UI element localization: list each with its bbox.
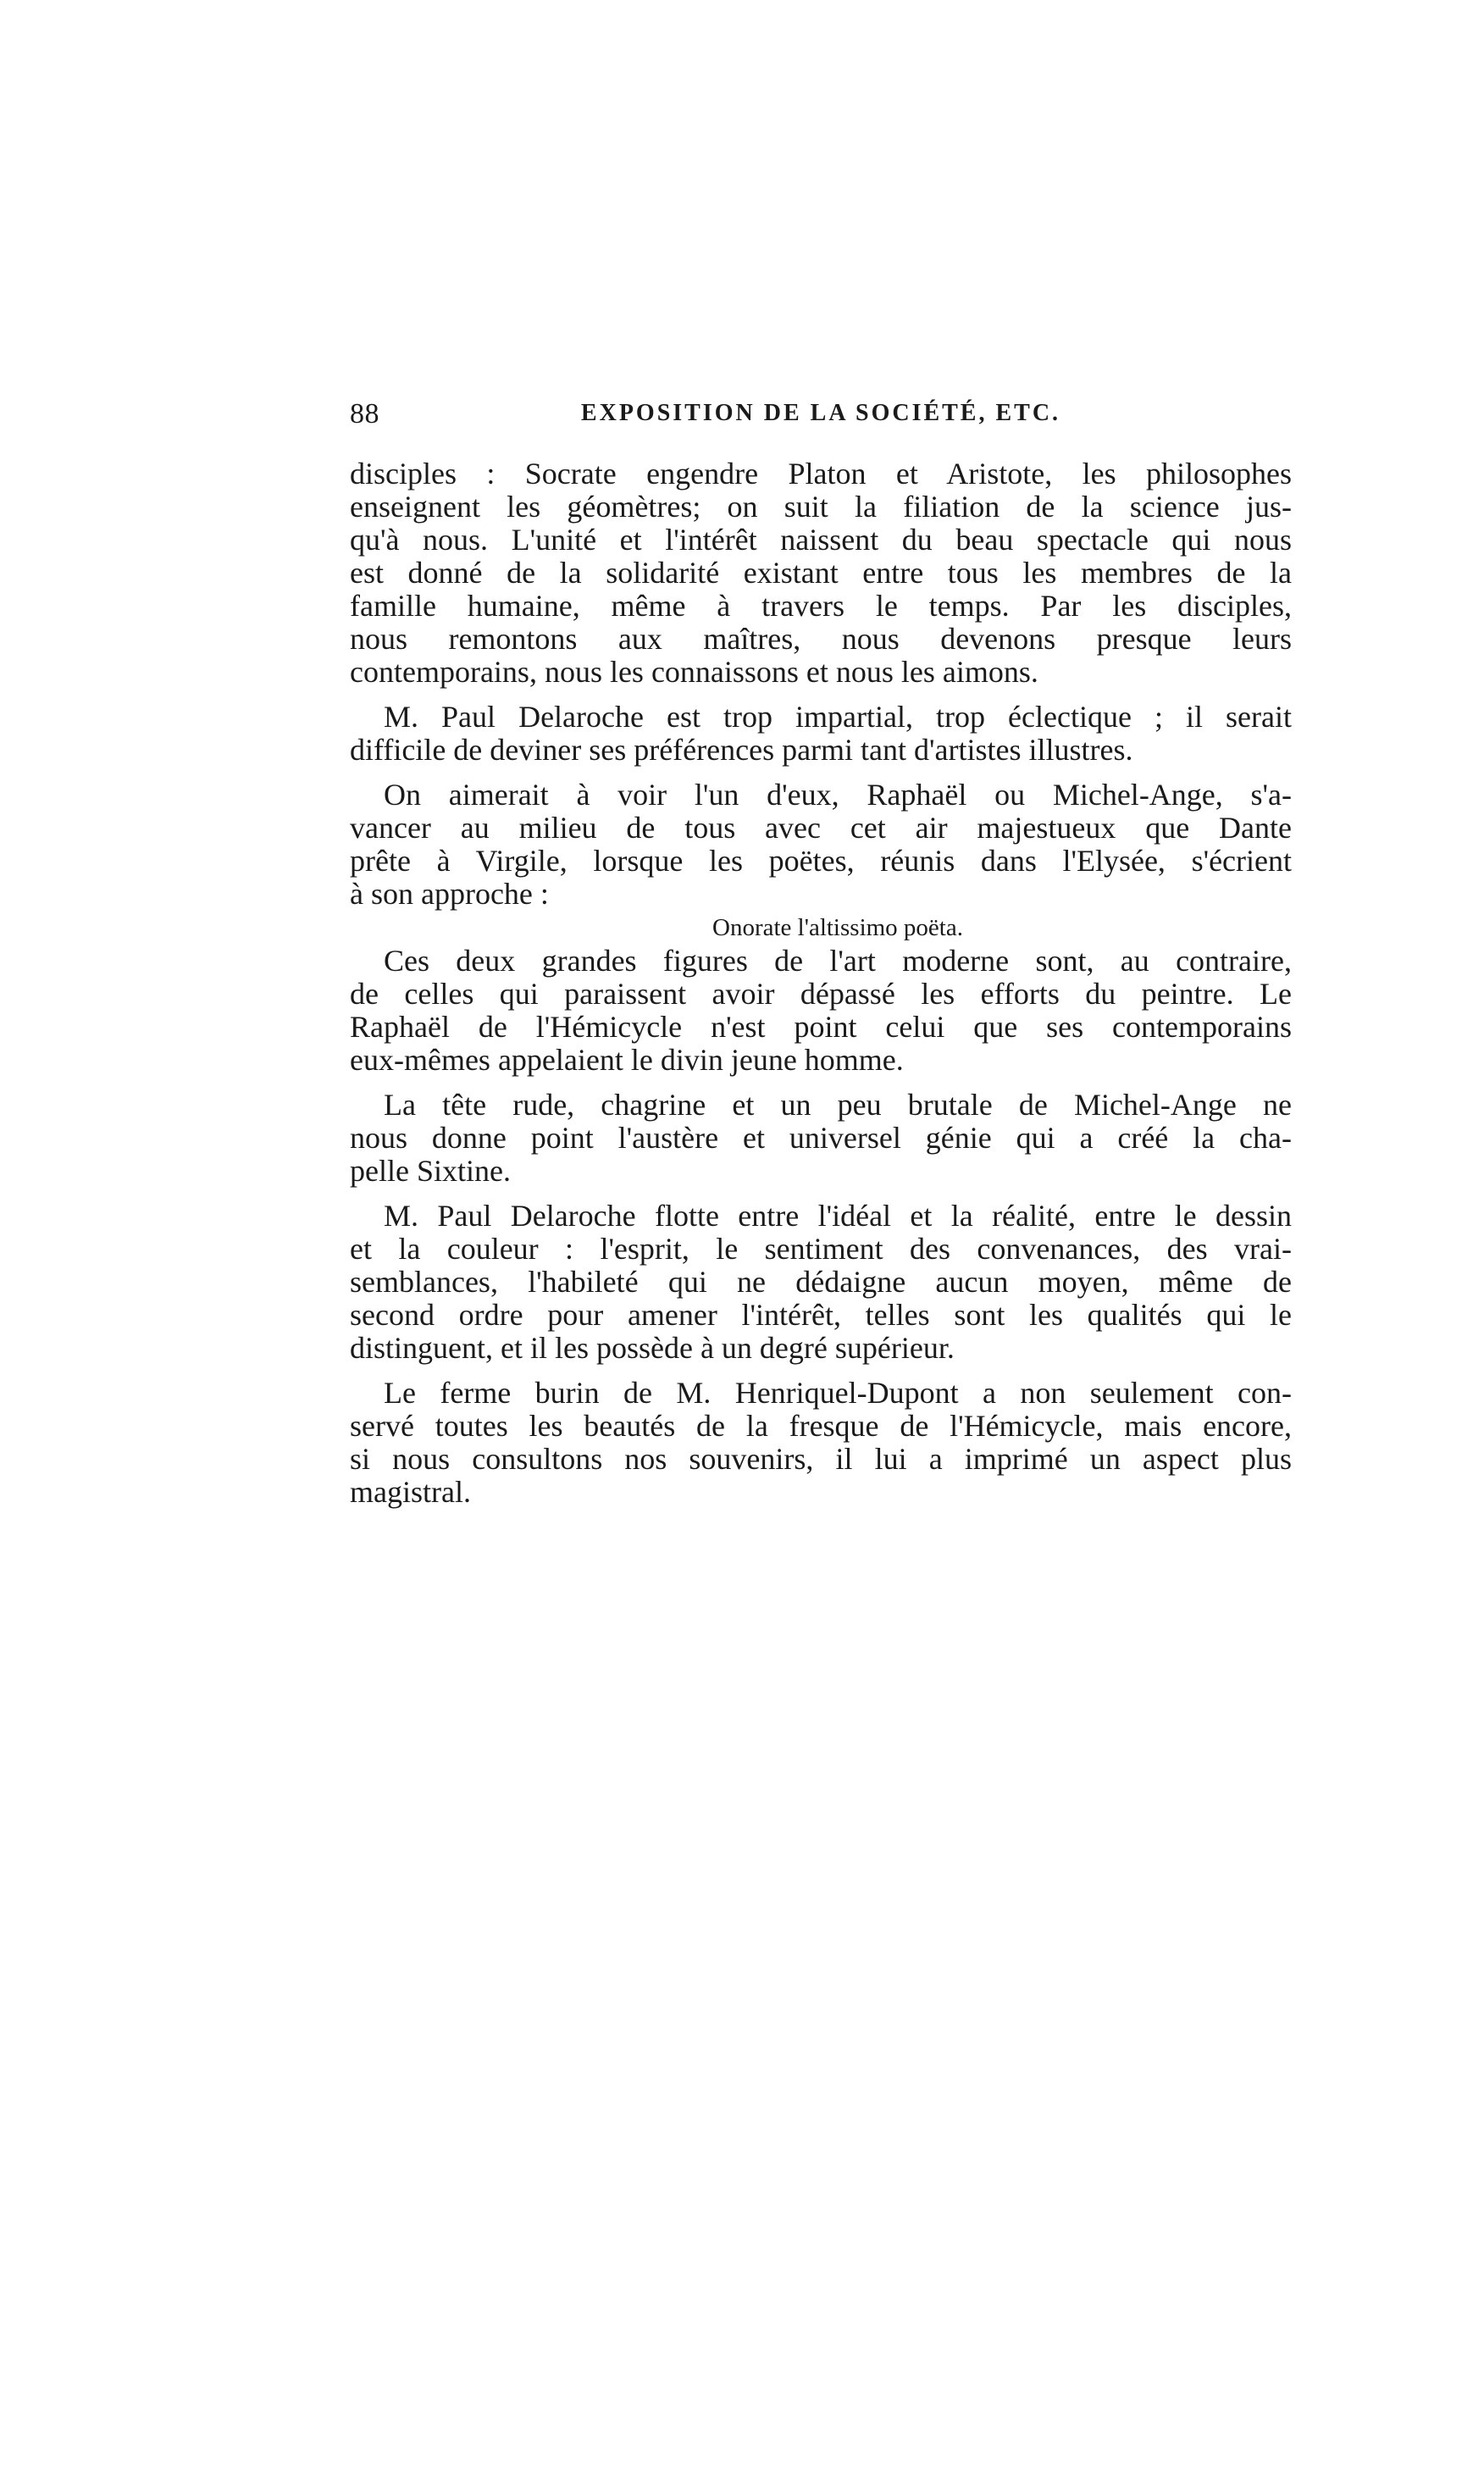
text-line: de celles qui paraissent avoir dépassé les efforts du peintre. Le — [350, 977, 1292, 1011]
text-line: M. Paul Delaroche flotte entre l'idéal et la réalité, entre le dessin — [384, 1199, 1292, 1233]
text-line: Le ferme burin de M. Henriquel-Dupont a non seulement con- — [384, 1376, 1292, 1410]
paragraph — [350, 701, 1292, 767]
paragraph — [350, 1089, 1292, 1188]
text-line: magistral. — [350, 1475, 471, 1509]
text-line: nous donne point l'austère et universel génie qui a créé la cha- — [350, 1121, 1292, 1155]
text-line: prête à Virgile, lorsque les poëtes, réunis dans l'Elysée, s'écrient — [350, 844, 1292, 878]
text-line: enseignent les géomètres; on suit la filiation de la science jus- — [350, 490, 1292, 524]
text-line: difficile de deviner ses préférences parmi tant d'artistes illustres. — [350, 733, 1133, 767]
paragraph — [350, 779, 1292, 911]
paragraph — [350, 1200, 1292, 1365]
text-line: est donné de la solidarité existant entre tous les membres de la — [350, 556, 1292, 590]
text-line: vancer au milieu de tous avec cet air majestueux que Dante — [350, 811, 1292, 845]
text-line: semblances, l'habileté qui ne dédaigne aucun moyen, même de — [350, 1265, 1292, 1299]
page-number: 88 — [350, 398, 379, 430]
paragraph — [350, 945, 1292, 1077]
text-line: famille humaine, même à travers le temps. Par les disciples, — [350, 589, 1292, 623]
body-text — [350, 457, 1292, 1509]
text-line: à son approche : — [350, 877, 549, 911]
text-line: eux-mêmes appelaient le divin jeune homme. — [350, 1043, 904, 1077]
running-head — [350, 398, 1292, 441]
text-line: distinguent, et il les possède à un degré supérieur. — [350, 1331, 955, 1365]
paragraph — [350, 457, 1292, 689]
text-line: La tête rude, chagrine et un peu brutale de Michel-Ange ne — [384, 1088, 1292, 1122]
text-line: Raphaël de l'Hémicycle n'est point celui que ses contemporains — [350, 1010, 1292, 1044]
paragraph — [350, 1377, 1292, 1509]
text-line: contemporains, nous les connaissons et nous les aimons. — [350, 655, 1038, 689]
text-line: On aimerait à voir l'un d'eux, Raphaël ou Michel-Ange, s'a- — [384, 778, 1292, 812]
text-line: pelle Sixtine. — [350, 1154, 511, 1188]
text-line: second ordre pour amener l'intérêt, telles sont les qualités qui le — [350, 1298, 1292, 1332]
running-title: EXPOSITION DE LA SOCIÉTÉ, ETC. — [580, 400, 1061, 426]
text-line: servé toutes les beautés de la fresque de l'Hémicycle, mais encore, — [350, 1409, 1292, 1443]
text-line: qu'à nous. L'unité et l'intérêt naissent du beau spectacle qui nous — [350, 523, 1292, 557]
text-line: nous remontons aux maîtres, nous devenons presque leurs — [350, 622, 1292, 656]
verse-quotation: Onorate l'altissimo poëta. — [712, 914, 963, 941]
text-line: Ces deux grandes figures de l'art moderne sont, au contraire, — [384, 944, 1292, 978]
text-line: si nous consultons nos souvenirs, il lui a imprimé un aspect plus — [350, 1442, 1292, 1476]
text-line: disciples : Socrate engendre Platon et Aristote, les philosophes — [350, 457, 1292, 491]
text-line: et la couleur : l'esprit, le sentiment des convenances, des vrai- — [350, 1232, 1292, 1266]
text-line: M. Paul Delaroche est trop impartial, trop éclectique ; il serait — [384, 700, 1292, 734]
